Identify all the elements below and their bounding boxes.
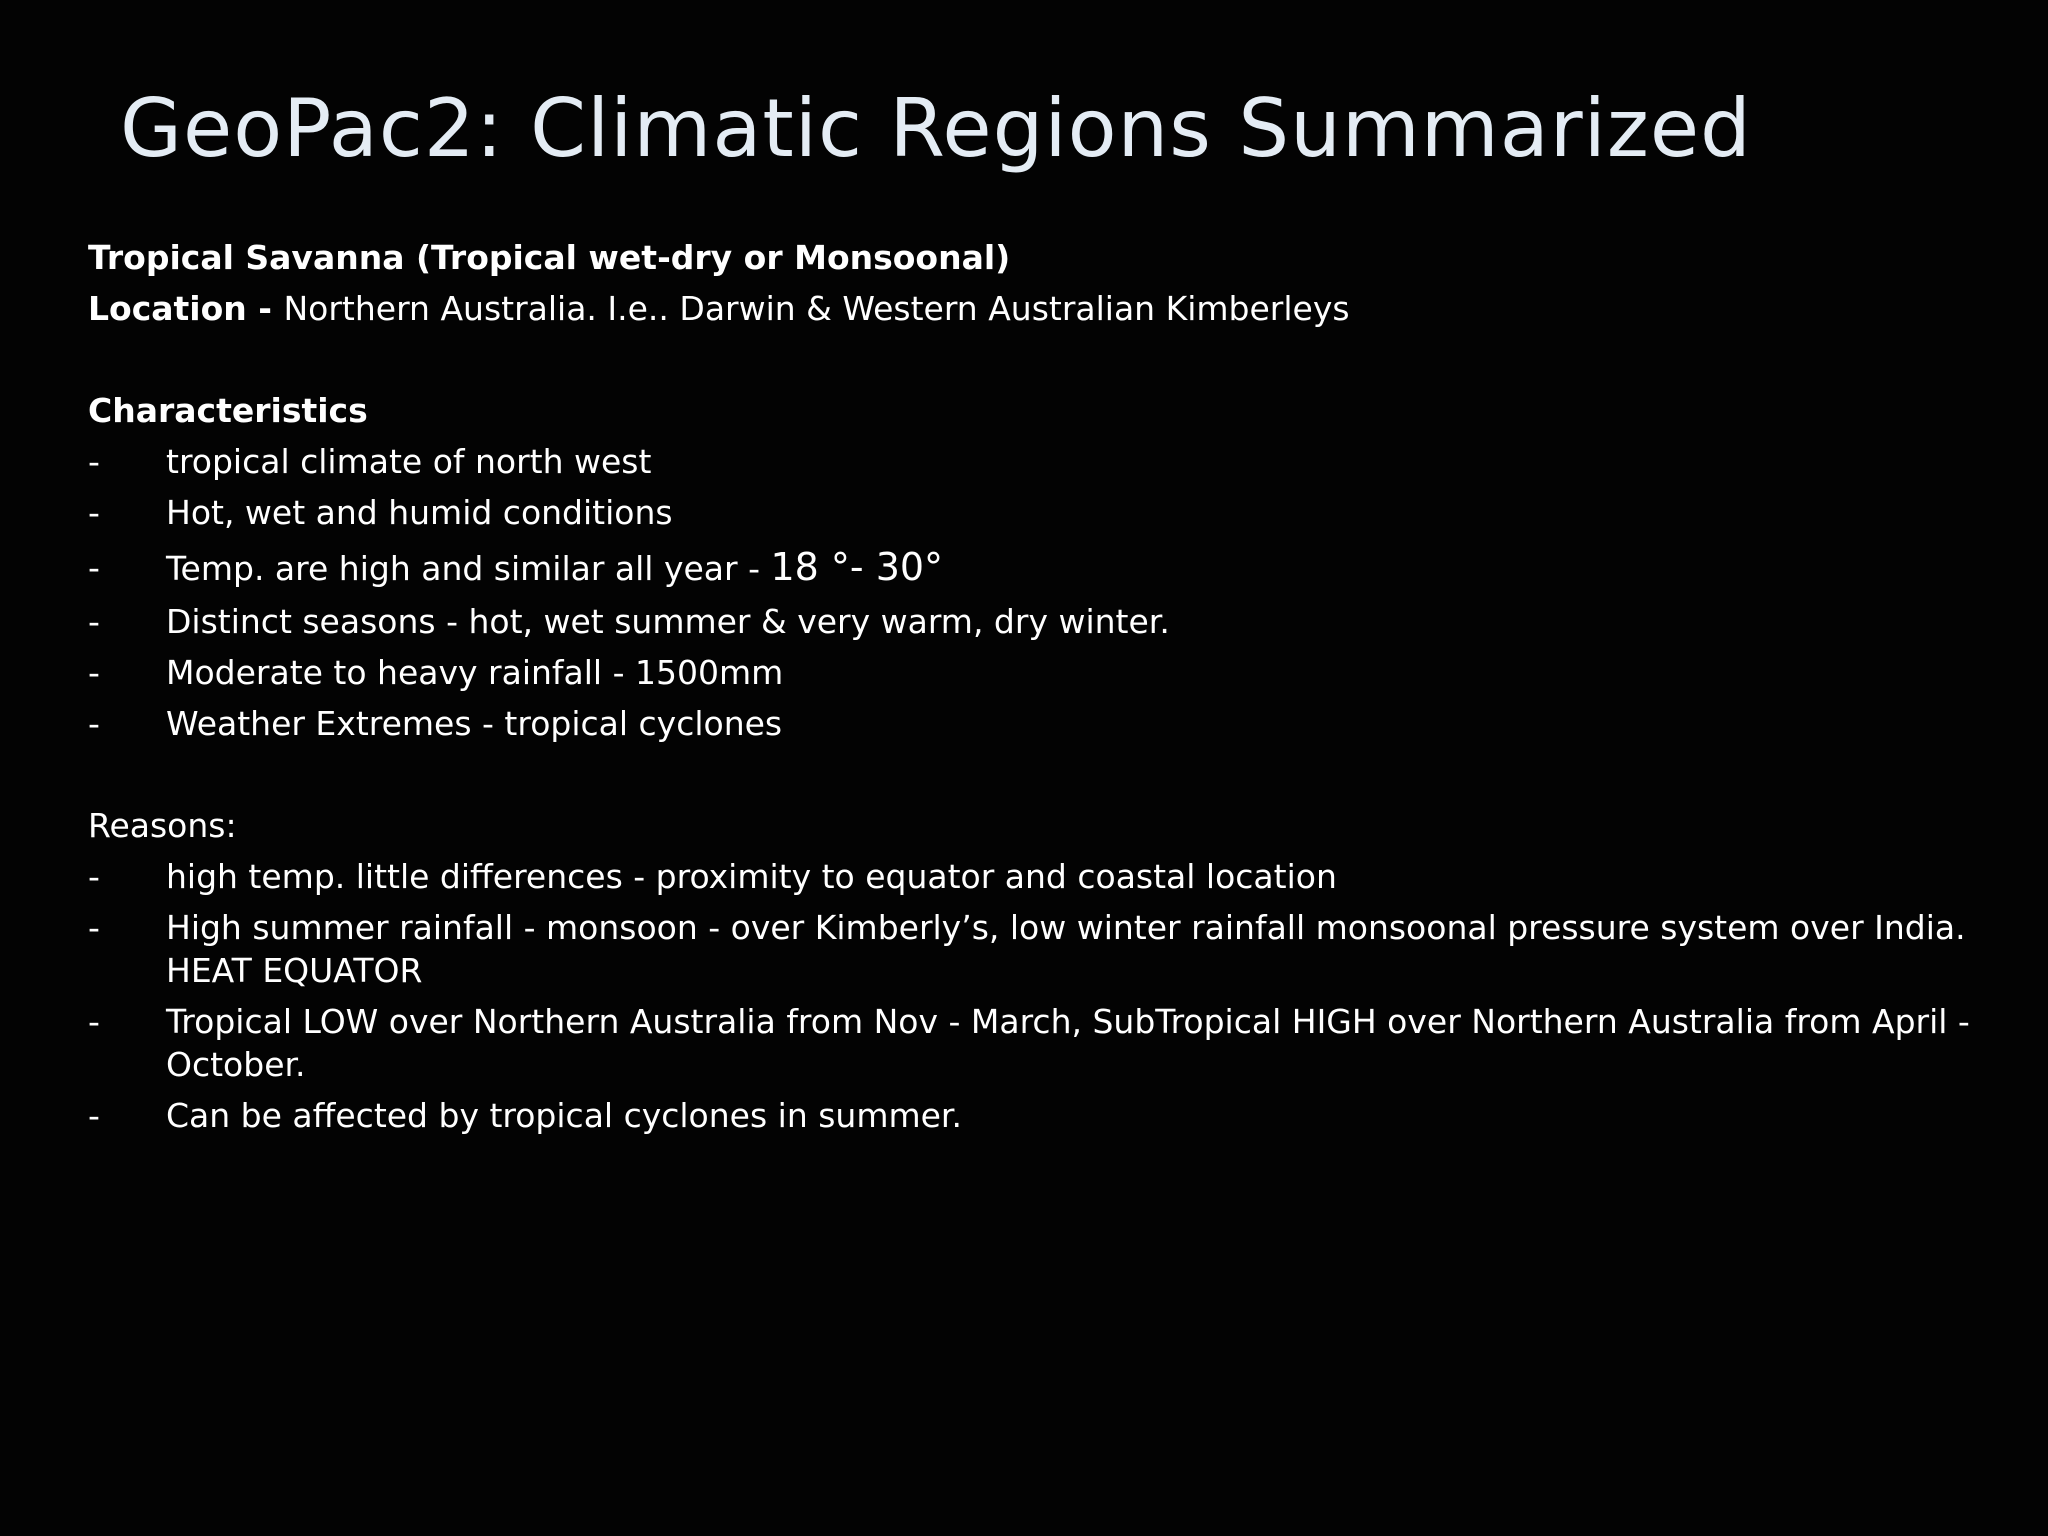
list-item [88,902,1988,996]
reasons-list [88,851,1988,1141]
list-item-text: Weather Extremes - tropical cyclones [166,704,783,743]
list-item [88,596,1988,647]
spacer [88,334,1988,385]
bullet-dash: - [88,442,100,481]
list-item [88,647,1988,698]
spacer [88,749,1988,800]
characteristics-list [88,436,1988,749]
list-item-text: Tropical LOW over Northern Australia from Nov - March, SubTropical HIGH over Northern Australia from April - October. [166,1002,1970,1084]
list-item-text: high temp. little differences - proximity to equator and coastal location [166,857,1337,896]
bullet-dash: - [88,704,100,743]
list-item-text: Can be affected by tropical cyclones in summer. [166,1096,962,1135]
bullet-dash: - [88,602,100,641]
location-line [88,283,1988,334]
bullet-dash: - [88,1002,100,1041]
bullet-dash: - [88,653,100,692]
slide-title: GeoPac2: Climatic Regions Summarized [120,82,1752,175]
list-item [88,538,1988,596]
list-item-text: Hot, wet and humid conditions [166,493,673,532]
reasons-heading: Reasons: [88,806,237,845]
list-item [88,436,1988,487]
list-item [88,1090,1988,1141]
bullet-dash: - [88,857,100,896]
list-item-text: Moderate to heavy rainfall - 1500mm [166,653,784,692]
list-item [88,996,1988,1090]
list-item-text: Temp. are high and similar all year - [166,549,771,588]
list-item-text: Distinct seasons - hot, wet summer & very warm, dry winter. [166,602,1170,641]
list-item-text: tropical climate of north west [166,442,652,481]
characteristics-heading: Characteristics [88,391,368,430]
list-item [88,698,1988,749]
location-label: Location - [88,289,284,328]
bullet-dash: - [88,908,100,947]
list-item [88,851,1988,902]
region-heading: Tropical Savanna (Tropical wet-dry or Monsoonal) [88,238,1011,277]
location-value: Northern Australia. I.e.. Darwin & Western Australian Kimberleys [283,289,1350,328]
bullet-dash: - [88,1096,100,1135]
slide-body [88,232,1988,1141]
list-item [88,487,1988,538]
bullet-dash: - [88,548,100,587]
list-item-text: High summer rainfall - monsoon - over Kimberly’s, low winter rainfall monsoonal pressure system over India. HEAT EQUATOR [166,908,1966,990]
bullet-dash: - [88,493,100,532]
temperature-range: 18 °- 30° [770,545,944,589]
